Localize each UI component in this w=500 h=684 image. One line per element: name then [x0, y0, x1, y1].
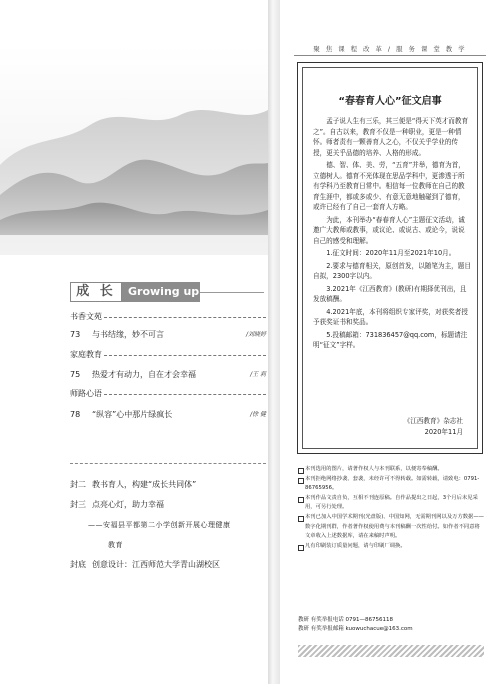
notice-paragraph: 为此，本刊举办“春春育人心”主题征文活动，诚邀广大教师或教事，或议论、或说古、或论今，说说自己的感受和理解。: [313, 215, 465, 245]
cover-text: 创意设计：江西师范大学青山湖校区: [92, 560, 220, 569]
toc-section-title-row: [70, 389, 266, 399]
notice-inner-frame: [302, 67, 478, 449]
growing-up-header: [70, 282, 266, 302]
toc-entry-row[interactable]: [70, 410, 266, 420]
ink-mountain-illustration: [0, 45, 268, 255]
page-number: 73: [70, 330, 81, 339]
note-item: 本刊拒绝网络抄袭、套袭，未经许可不得转载。如需转载，请致电：0791-86765956。: [298, 475, 484, 494]
notice-sign-org: 《江西教育》杂志社: [403, 417, 463, 425]
notice-paragraph: 孟子说人生有三乐，其三便是“得天下英才而教育之”。自古以来，教育不仅是一种职业，更是一种情怀。师者责有一颗善育人之心，不仅关乎学业的传授，更关乎品德的培养、人格的形成。: [313, 117, 469, 157]
toc-entry[interactable]: [70, 330, 266, 340]
toc-section: [70, 312, 266, 322]
article-title: 热爱才有动力，自在才会幸福: [92, 370, 196, 379]
notice-paragraph: 4.2021年底，本刊将组织专家评奖，对获奖者授予获奖证书和奖品。: [313, 307, 468, 326]
article-author: /刘晓婷: [245, 331, 266, 338]
cover-item: [70, 480, 266, 490]
toc-divider: [70, 463, 266, 464]
note-item: 本刊作品文责自负，互相不刊连原稿。自作品提出之日起，3个月后未见采用，可另行处理。: [298, 494, 484, 513]
toc-entry[interactable]: [70, 370, 266, 380]
notice-body: [313, 116, 471, 351]
notice-paragraph: 德、智、体、美、劳，“五育”并举，德育为首，立德树人。德育不光体现在思品学科中，更渗透于所有学科乃至教育日常中。相信每一位教师在自己的教育生涯中，都或多或少、有意无意地触碰到了德育，或许已经有了自己一套育人方略。: [313, 161, 465, 211]
page-number: 75: [70, 370, 81, 379]
toc-section-title: 师路心语: [70, 389, 102, 398]
section-label-en: Growing up: [122, 282, 200, 302]
toc-section-title: 家庭教育: [70, 350, 102, 359]
toc-section: [70, 389, 266, 399]
report-contact: [298, 616, 484, 633]
right-page: [280, 0, 500, 684]
report-phone: 教研 有奖举报电话 0791—86756118: [298, 617, 393, 623]
note-item: 凡有印刷装订质量问题，请与印刷厂调换。: [298, 542, 484, 552]
notice-sign-date: 2020年11月: [424, 427, 463, 436]
notice-title: “春春育人心”征文启事: [338, 96, 442, 107]
toc-section: [70, 350, 266, 360]
notice-paragraph: 1.征文时间：2020年11月至2021年10月。: [326, 249, 456, 257]
article-title: “纵容”心中那片绿疯长: [92, 410, 173, 419]
cover-item: [70, 500, 266, 510]
dotted-leader: [104, 394, 266, 395]
cover-text: 点亮心灯，助力幸福: [92, 500, 164, 509]
cover-tag: 封三: [70, 500, 86, 509]
notice-signature: [404, 416, 463, 437]
article-title: 与书结缘，妙不可言: [92, 330, 164, 339]
running-header: 聚 焦 课 程 改 革 / 服 务 课 堂 教 学: [313, 45, 467, 53]
running-header-rule: [294, 55, 486, 56]
toc-entry-row[interactable]: [70, 330, 266, 340]
page-number: 78: [70, 410, 81, 419]
cover-subtitle-line: ——安福县平都第二小学创新开展心理健康: [88, 521, 231, 529]
toc-section-title-row: [70, 312, 266, 322]
notice-paragraph: 3.2021年《江西教育》(教研)有期择优刊出，且发放稿酬。: [313, 284, 467, 303]
cover-text: 教书育人，构建“成长共同体”: [92, 480, 197, 489]
section-label-cn: 成 长: [70, 282, 122, 302]
toc-section-title-row: [70, 350, 266, 360]
toc-entry-row[interactable]: [70, 370, 266, 380]
cover-item: [70, 560, 266, 570]
toc-entry[interactable]: [70, 410, 266, 420]
dotted-leader: [104, 317, 266, 318]
editorial-notes: [298, 465, 484, 551]
dotted-leader: [104, 355, 266, 356]
toc-section-title: 书香文苑: [70, 312, 102, 321]
cover-tag: 封二: [70, 480, 86, 489]
article-author: /王 莉: [250, 371, 266, 378]
note-item: 本刊选用的图片，请著作权人与本刊联系，以便寄奉稿酬。: [298, 465, 484, 475]
cover-tag: 封底: [70, 560, 86, 569]
note-item: 本刊已加入中国学术期刊(光盘版)、中国知网，无需期刊网以及万方数据——数字化期刊群，作者著作权使用费与本刊稿酬一次性给付。如作者不同意将文章收入上述数据库，请在来稿时声明。: [298, 513, 484, 542]
report-email[interactable]: 教研 有奖举报邮箱 kuowuchacue@163.com: [298, 625, 413, 632]
notice-paragraph: 5.投稿邮箱：731836457@qq.com，标题请注明“征文”字样。: [313, 330, 468, 349]
header-rule: [200, 292, 264, 293]
cover-subtitle-line: 教育: [108, 541, 123, 549]
hatched-stripe-decoration: [298, 645, 484, 657]
article-author: /徐 健: [250, 411, 266, 418]
notice-paragraph: 2.要求与德育相关，原创首发，以随笔为主，题目自拟，2300字以内。: [313, 261, 471, 280]
essay-notice-box: [297, 62, 483, 454]
page-fold: [268, 0, 280, 684]
